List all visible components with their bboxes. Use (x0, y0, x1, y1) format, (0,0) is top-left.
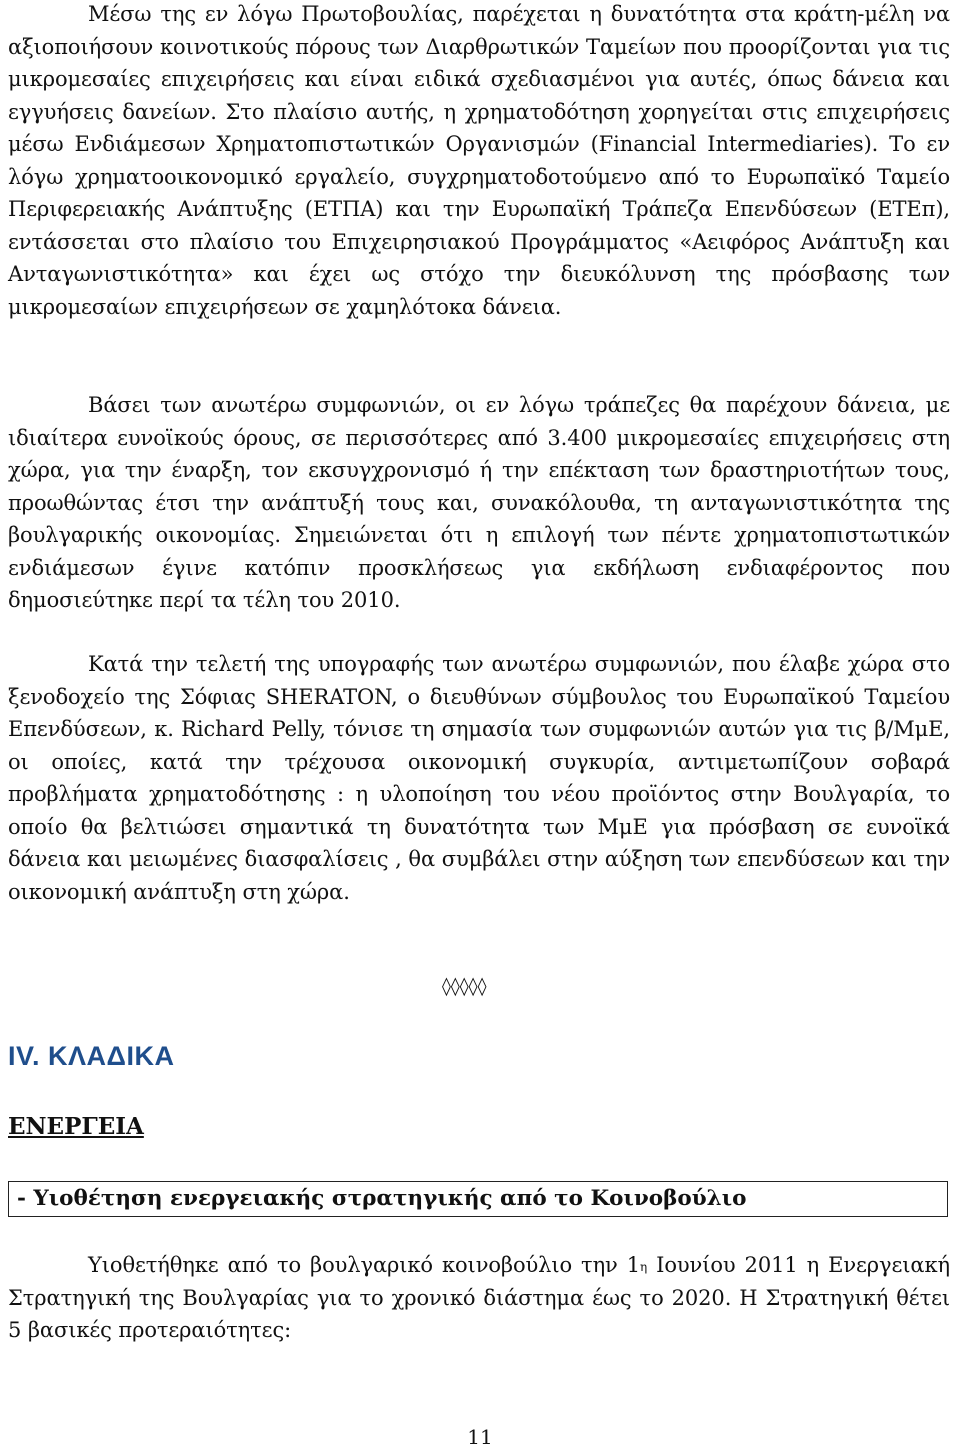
body-paragraph-energy-strategy (8, 1249, 950, 1347)
section-heading: IV. ΚΛΑΔΙΚΑ (8, 1041, 175, 1071)
boxed-topic-title: - Υιοθέτηση ενεργειακής στρατηγικής από το Κοινοβούλιο (8, 1181, 948, 1217)
ordinal-superscript: η (640, 1260, 648, 1274)
body-paragraph-intro: Μέσω της εν λόγω Πρωτοβουλίας, παρέχεται η δυνατότητα στα κράτη-μέλη να αξιοποιήσουν κοινοτικούς πόρους των Διαρθρωτικών Ταμείων που προορίζονται για τις μικρομεσαίες επιχειρήσεις και είναι ειδικά σχεδιασμένοι για αυτές, όπως δάνεια και εγγυήσεις δανείων. Στο πλαίσιο αυτής, η χρηματοδότηση χορηγείται στις επιχειρήσεις μέσω Ενδιάμεσων Χρηματοπιστωτικών Οργανισμών (Financial Intermediaries). Το εν λόγω χρηματοοικονομικό εργαλείο, συγχρηματοδοτούμενο από το Ευρωπαϊκό Ταμείο Περιφερειακής Ανάπτυξης (ΕΤΠΑ) και την Ευρωπαϊκή Τράπεζα Επενδύσεων (ΕΤΕπ), εντάσσεται στο πλαίσιο του Επιχειρησιακού Προγράμματος «Αειφόρος Ανάπτυξη και Ανταγωνιστικότητα» και έχει ως στόχο την διευκόλυνση της πρόσβασης των μικρομεσαίων επιχειρήσεων σε χαμηλότοκα δάνεια. (8, 2, 950, 319)
sector-subheading: ΕΝΕΡΓΕΙΑ (8, 1113, 144, 1140)
section-divider-ornament: ◊◊◊◊◊ (442, 976, 487, 997)
body-paragraph-ceremony: Κατά την τελετή της υπογραφής των ανωτέρω συμφωνιών, που έλαβε χώρα στο ξενοδοχείο της Σόφιας SHERATON, ο διευθύνων σύμβουλος του Ευρωπαϊκού Ταμείου Επενδύσεων, κ. Richard Pelly, τόνισε τη σημασία των συμφωνιών αυτών για τις β/ΜμΕ, οι οποίες, κατά την τρέχουσα οικονομική συγκυρία, αντιμετωπίζουν σοβαρά προβλήματα χρηματοδότησης : η υλοποίηση του νέου προϊόντος στην Βουλγαρία, το οποίο θα βελτιώσει σημαντικά τη δυνατότητα των ΜμΕ για πρόσβαση σε ευνοϊκά δάνεια και μειωμένες διασφαλίσεις , θα συμβάλει στην αύξηση των επενδύσεων και την οικονομική ανάπτυξη στη χώρα. (8, 652, 950, 904)
energy-text-end: Ιουνίου 2011 η Ενεργειακή Στρατηγική της Βουλγαρίας για το χρονικό διάστημα έως το 2020. Η Στρατηγική θέτει 5 βασικές προτεραιότητες: (8, 1253, 950, 1342)
energy-text-start: Υιοθετήθηκε από το βουλγαρικό κοινοβούλιο την 1 (88, 1253, 641, 1277)
body-paragraph-agreements: Βάσει των ανωτέρω συμφωνιών, οι εν λόγω τράπεζες θα παρέχουν δάνεια, με ιδιαίτερα ευνοϊκούς όρους, σε περισσότερες από 3.400 μικρομεσαίες επιχειρήσεις στη χώρα, για την έναρξη, τον εκσυγχρονισμό ή την επέκταση των δραστηριοτήτων τους, προωθώντας έτσι την ανάπτυξή τους και, συνακόλουθα, τη ανταγωνιστικότητα της βουλγαρικής οικονομίας. Σημειώνεται ότι η επιλογή των πέντε χρηματοπιστωτικών ενδιάμεσων έγινε κατόπιν προσκλήσεως για εκδήλωση ενδιαφέροντος που δημοσιεύτηκε περί τα τέλη του 2010. (8, 393, 950, 612)
page-number: 11 (467, 1425, 493, 1449)
